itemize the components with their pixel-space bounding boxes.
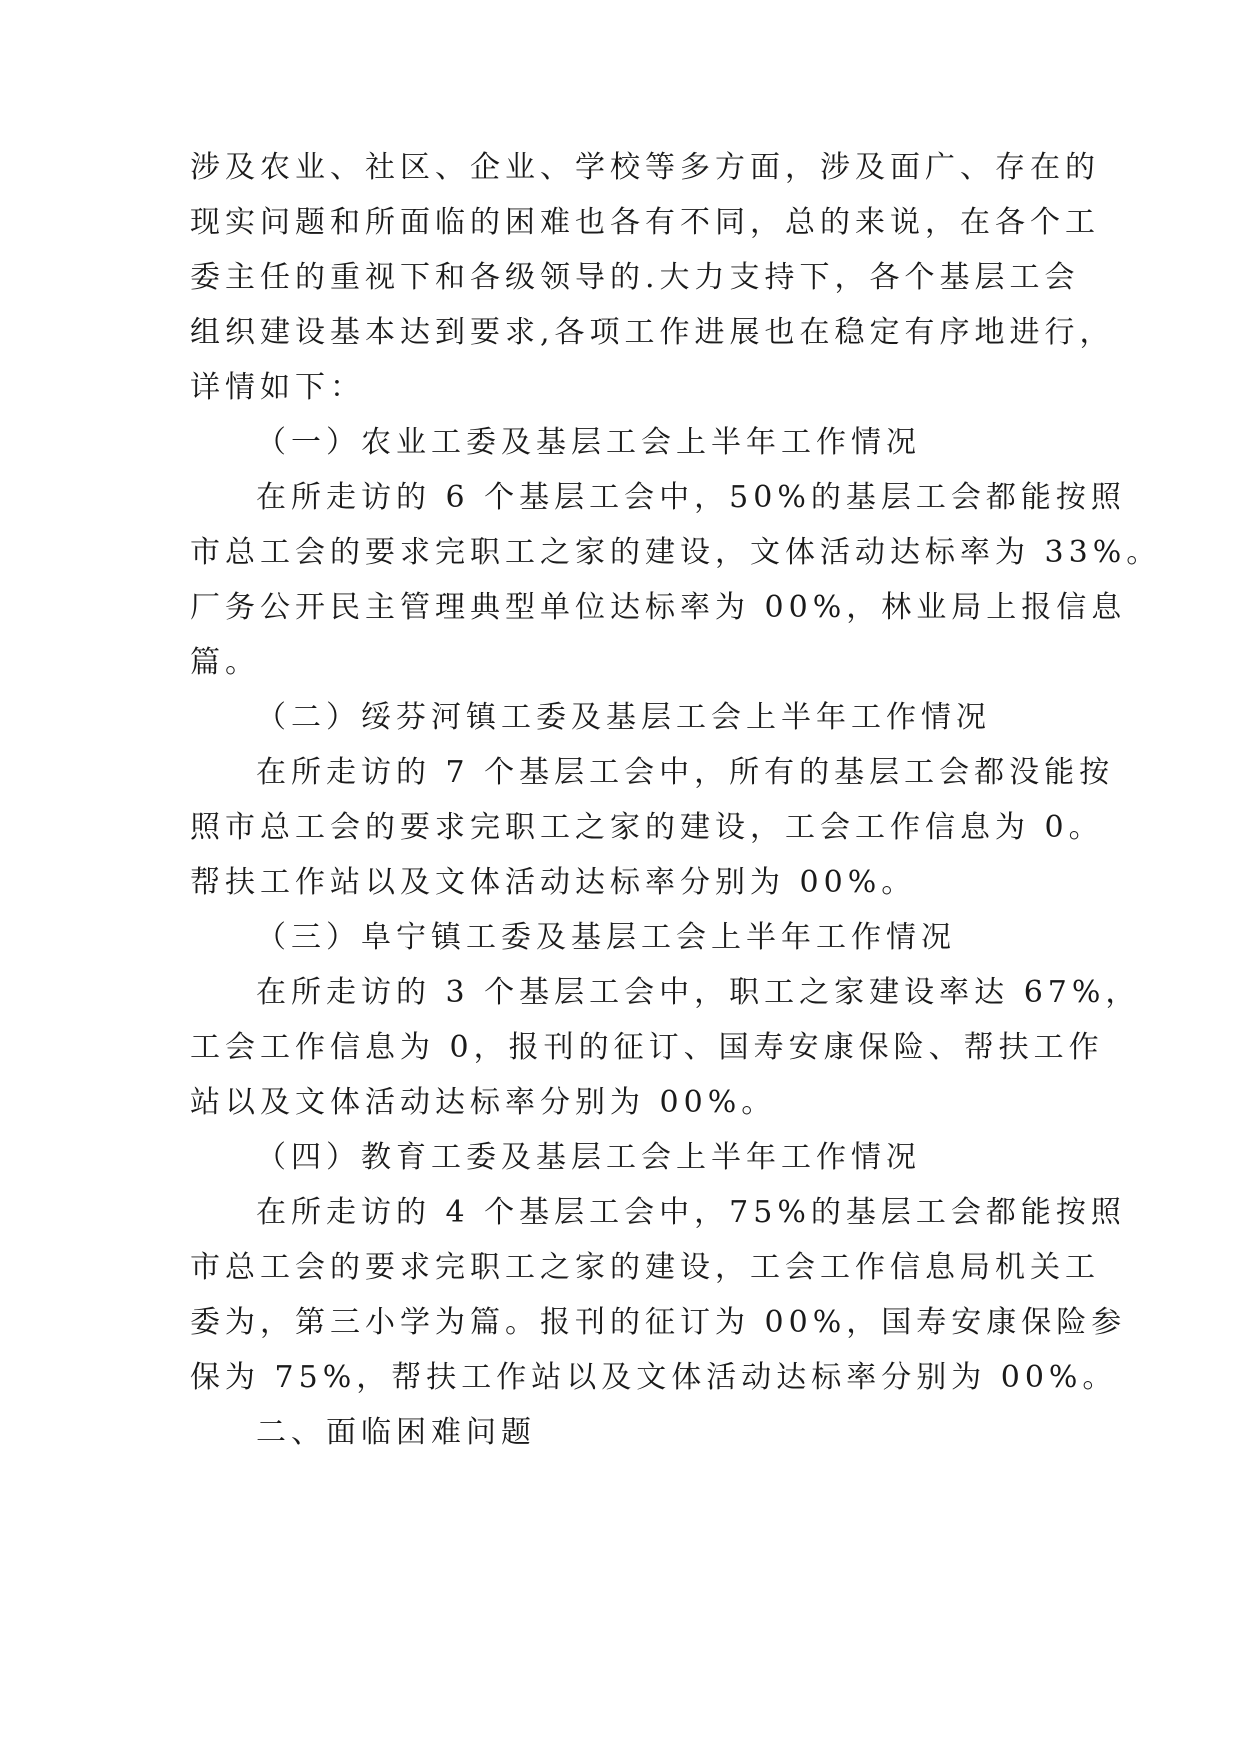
body-line-9: 篇。 <box>190 645 260 680</box>
body-line-14: 工会工作信息为 0，报刊的征订、国寿安康保险、帮扶工作 <box>190 1030 1104 1065</box>
body-line-11: 照市总工会的要求完职工之家的建设，工会工作信息为 0。 <box>190 810 1104 845</box>
body-line-8: 厂务公开民主管理典型单位达标率为 00%，林业局上报信息 <box>190 590 1127 625</box>
body-line-1: 涉及农业、社区、企业、学校等多方面，涉及面广、存在的 <box>190 150 1100 185</box>
body-line-18: 委为，第三小学为篇。报刊的征订为 00%，国寿安康保险参 <box>190 1305 1127 1340</box>
body-line-5: 详情如下： <box>190 370 365 405</box>
section-heading-1: （一）农业工委及基层工会上半年工作情况 <box>256 425 921 460</box>
body-line-12: 帮扶工作站以及文体活动达标率分别为 00%。 <box>190 865 917 900</box>
body-line-13: 在所走访的 3 个基层工会中，职工之家建设率达 67%， <box>256 975 1141 1010</box>
section-heading-3: （三）阜宁镇工委及基层工会上半年工作情况 <box>256 920 956 955</box>
body-line-3: 委主任的重视下和各级领导的.大力支持下，各个基层工会 <box>190 260 1080 295</box>
body-line-7: 市总工会的要求完职工之家的建设，文体活动达标率为 33%。 <box>190 535 1162 570</box>
body-line-17: 市总工会的要求完职工之家的建设，工会工作信息局机关工 <box>190 1250 1100 1285</box>
body-line-2: 现实问题和所面临的困难也各有不同，总的来说，在各个工 <box>190 205 1100 240</box>
body-line-10: 在所走访的 7 个基层工会中，所有的基层工会都没能按 <box>256 755 1115 790</box>
body-line-4: 组织建设基本达到要求,各项工作进展也在稳定有序地进行， <box>190 315 1115 350</box>
chapter-heading-2: 二、面临困难问题 <box>256 1415 536 1450</box>
body-line-19: 保为 75%，帮扶工作站以及文体活动达标率分别为 00%。 <box>190 1360 1118 1395</box>
body-line-16: 在所走访的 4 个基层工会中，75%的基层工会都能按照 <box>256 1195 1126 1230</box>
section-heading-2: （二）绥芬河镇工委及基层工会上半年工作情况 <box>256 700 991 735</box>
body-line-6: 在所走访的 6 个基层工会中，50%的基层工会都能按照 <box>256 480 1126 515</box>
section-heading-4: （四）教育工委及基层工会上半年工作情况 <box>256 1140 921 1175</box>
body-line-15: 站以及文体活动达标率分别为 00%。 <box>190 1085 777 1120</box>
